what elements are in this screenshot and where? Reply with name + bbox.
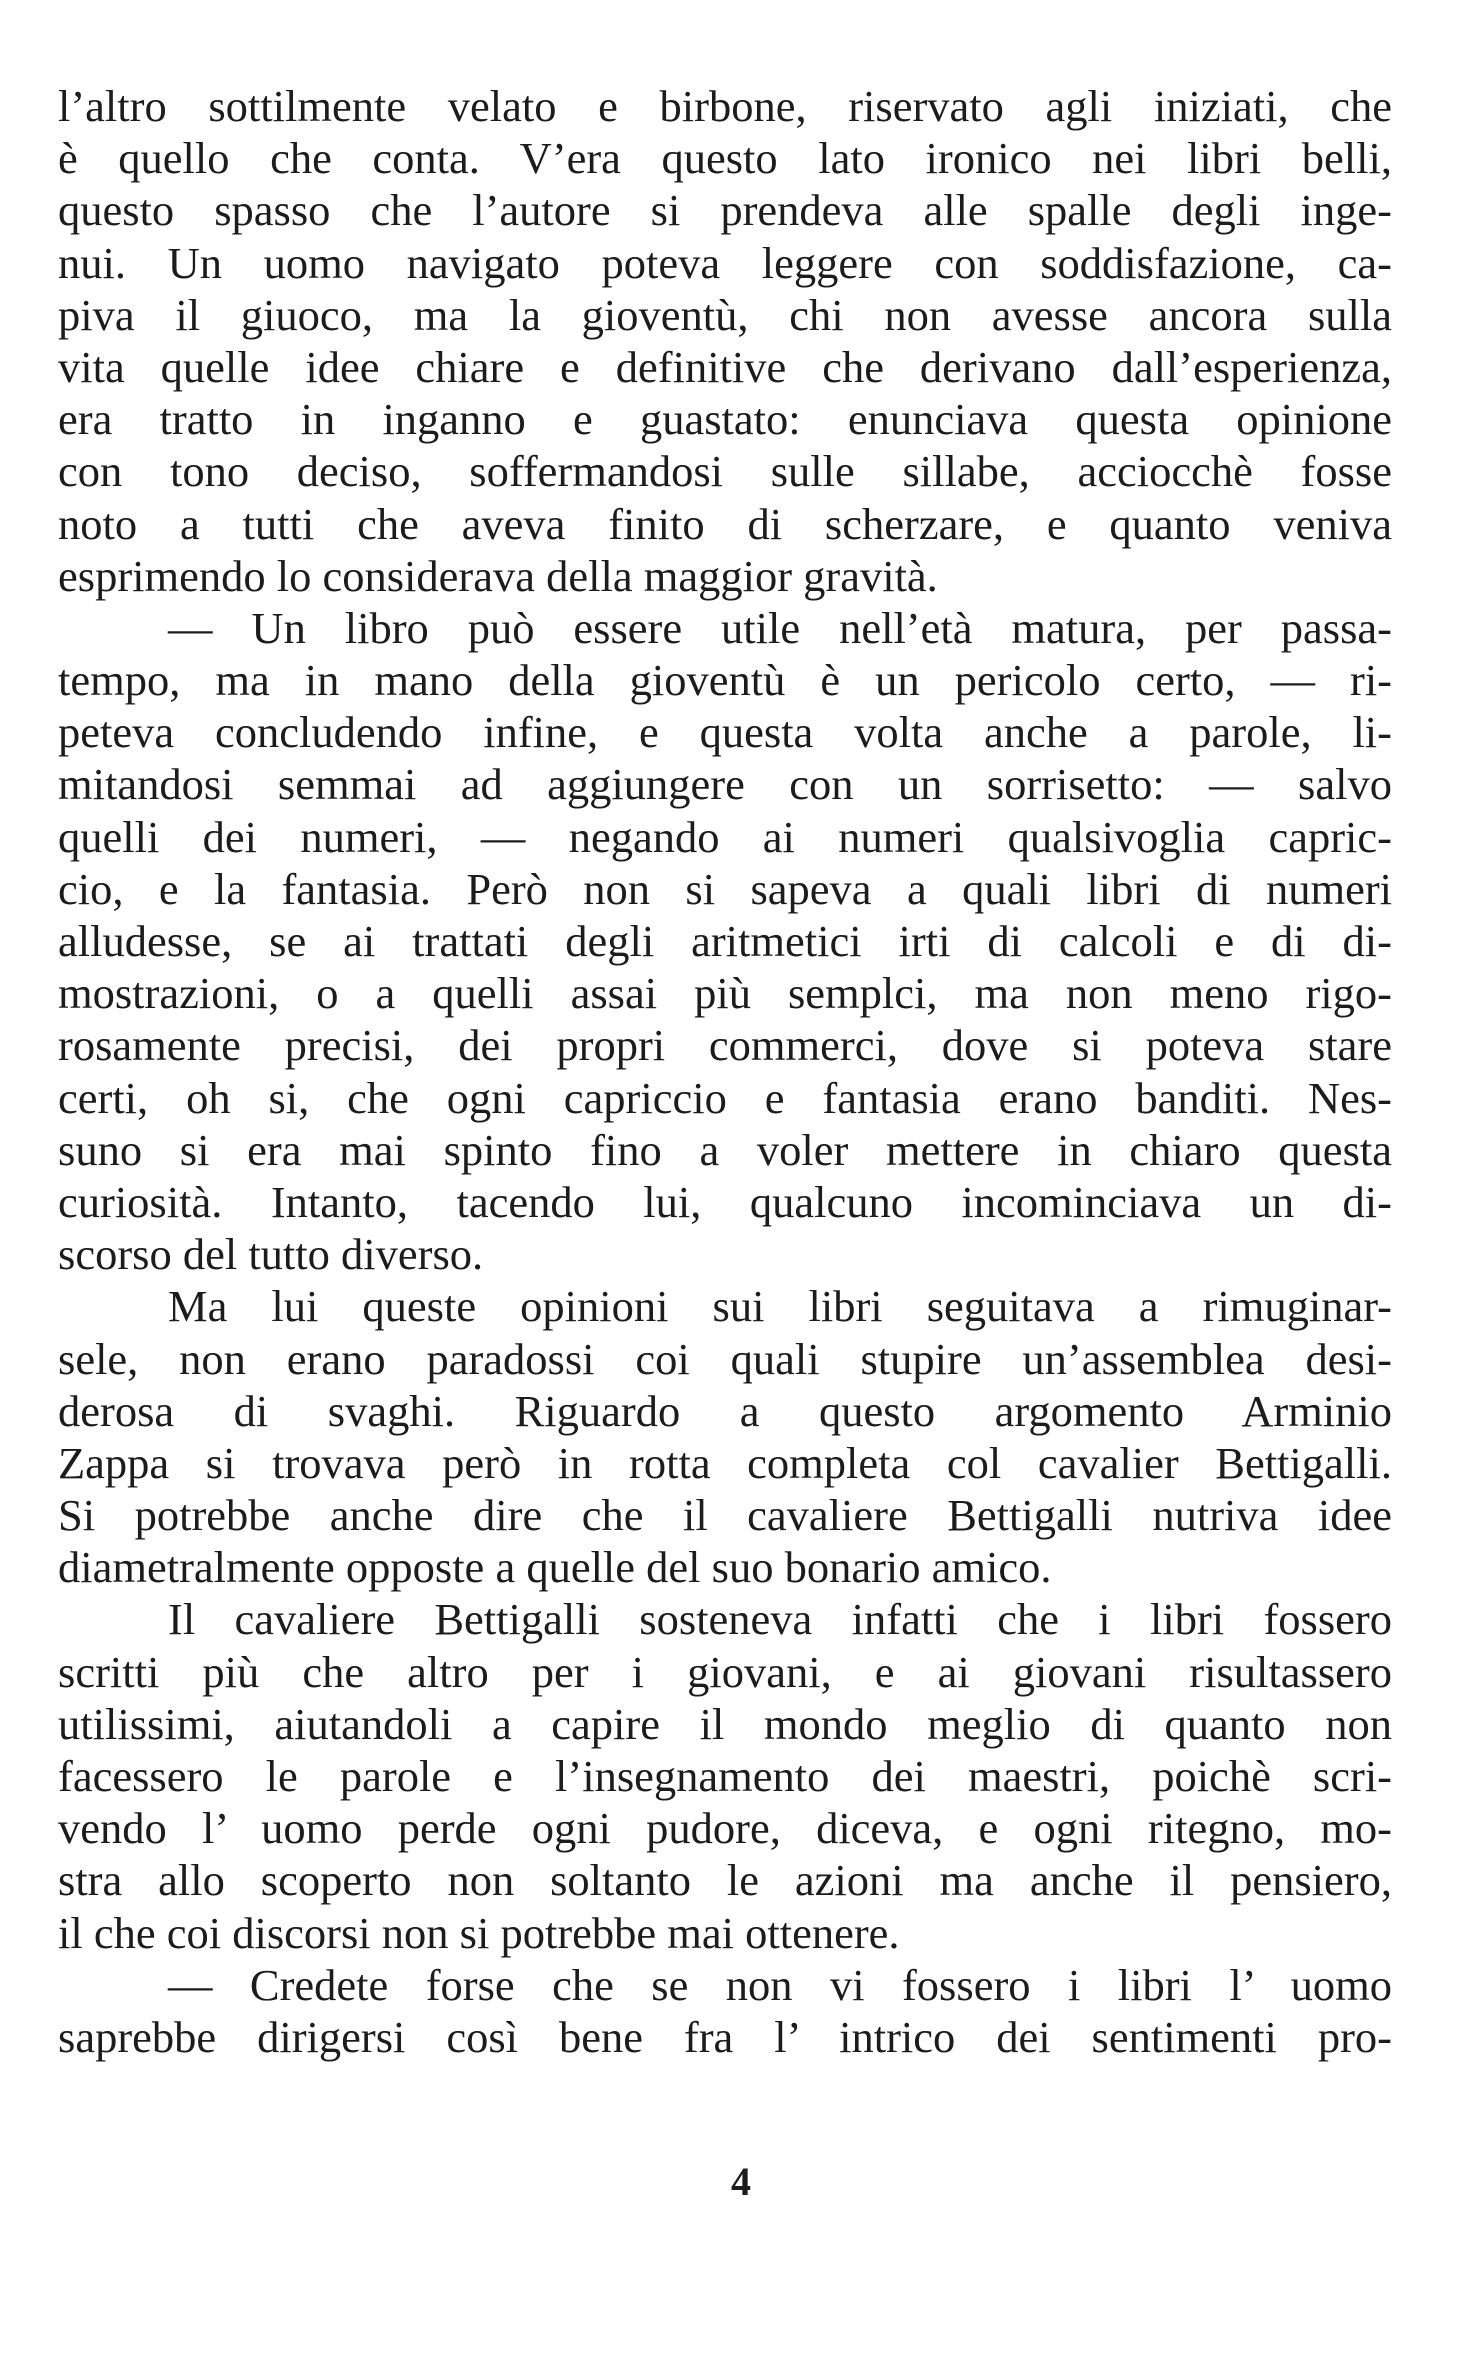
text-line: saprebbe dirigersi così bene fra l’ intrico dei sentimenti pro-: [58, 2011, 1392, 2062]
text-line: sele, non erano paradossi coi quali stupire un’assemblea desi-: [58, 1333, 1392, 1384]
text-line: vendo l’ uomo perde ogni pudore, diceva, e ogni ritegno, mo-: [58, 1803, 1392, 1854]
text-line: scritti più che altro per i giovani, e ai giovani risultassero: [58, 1646, 1392, 1697]
text-line: stra allo scoperto non soltanto le azioni ma anche il pensiero,: [58, 1855, 1392, 1906]
text-line: il che coi discorsi non si potrebbe mai ottenere.: [58, 1907, 900, 1958]
paragraph-start-line: Ma lui queste opinioni sui libri seguitava a rimuginar-: [168, 1281, 1392, 1332]
text-line: noto a tutti che aveva finito di scherzare, e quanto veniva: [58, 498, 1392, 549]
text-line: diametralmente opposte a quelle del suo bonario amico.: [58, 1542, 1052, 1593]
text-line: curiosità. Intanto, tacendo lui, qualcuno incominciava un di-: [58, 1176, 1392, 1227]
text-line: derosa di svaghi. Riguardo a questo argomento Arminio: [58, 1385, 1392, 1436]
text-line: Si potrebbe anche dire che il cavaliere Bettigalli nutriva idee: [58, 1490, 1392, 1541]
text-line: Zappa si trovava però in rotta completa col cavalier Bettigalli.: [58, 1437, 1392, 1488]
text-line: mitandosi semmai ad aggiungere con un sorrisetto: — salvo: [58, 759, 1392, 810]
dialogue-line: — Un libro può essere utile nell’età matura, per passa-: [168, 602, 1392, 653]
paragraph-start-line: Il cavaliere Bettigalli sosteneva infatti che i libri fossero: [168, 1594, 1392, 1645]
text-line: è quello che conta. V’era questo lato ironico nei libri belli,: [58, 133, 1392, 184]
text-line: suno si era mai spinto fino a voler mettere in chiaro questa: [58, 1124, 1392, 1175]
text-line: mostrazioni, o a quelli assai più semplci, ma non meno rigo-: [58, 968, 1392, 1019]
text-line: piva il giuoco, ma la gioventù, chi non avesse ancora sulla: [58, 289, 1392, 340]
text-line: certi, oh si, che ogni capriccio e fantasia erano banditi. Nes-: [58, 1072, 1392, 1123]
text-line: cio, e la fantasia. Però non si sapeva a quali libri di numeri: [58, 863, 1392, 914]
text-line: tempo, ma in mano della gioventù è un pericolo certo, — ri-: [58, 655, 1392, 706]
text-line: scorso del tutto diverso.: [58, 1229, 484, 1280]
text-line: facessero le parole e l’insegnamento dei maestri, poichè scri-: [58, 1751, 1392, 1801]
body-text: [58, 80, 1392, 2063]
text-line: questo spasso che l’autore si prendeva alle spalle degli inge-: [58, 185, 1392, 236]
text-line: esprimendo lo considerava della maggior gravità.: [58, 550, 938, 601]
text-line: alludesse, se ai trattati degli aritmetici irti di calcoli e di di-: [58, 916, 1392, 966]
text-line: utilissimi, aiutandoli a capire il mondo meglio di quanto non: [58, 1698, 1392, 1749]
text-line: nui. Un uomo navigato poteva leggere con soddisfazione, ca-: [58, 237, 1392, 288]
text-line: l’altro sottilmente velato e birbone, riservato agli iniziati, che: [58, 81, 1392, 131]
text-line: rosamente precisi, dei propri commerci, dove si poteva stare: [58, 1020, 1392, 1071]
text-line: quelli dei numeri, — negando ai numeri qualsivoglia capric-: [58, 811, 1392, 862]
text-line: peteva concludendo infine, e questa volta anche a parole, li-: [58, 707, 1392, 758]
text-line: era tratto in inganno e guastato: enunciava questa opinione: [58, 394, 1392, 445]
page-number: 4: [731, 2159, 751, 2204]
text-line: vita quelle idee chiare e definitive che derivano dall’esperienza,: [58, 341, 1392, 392]
dialogue-line: — Credete forse che se non vi fossero i libri l’ uomo: [168, 1959, 1392, 2010]
text-line: con tono deciso, soffermandosi sulle sillabe, acciocchè fosse: [58, 446, 1392, 497]
